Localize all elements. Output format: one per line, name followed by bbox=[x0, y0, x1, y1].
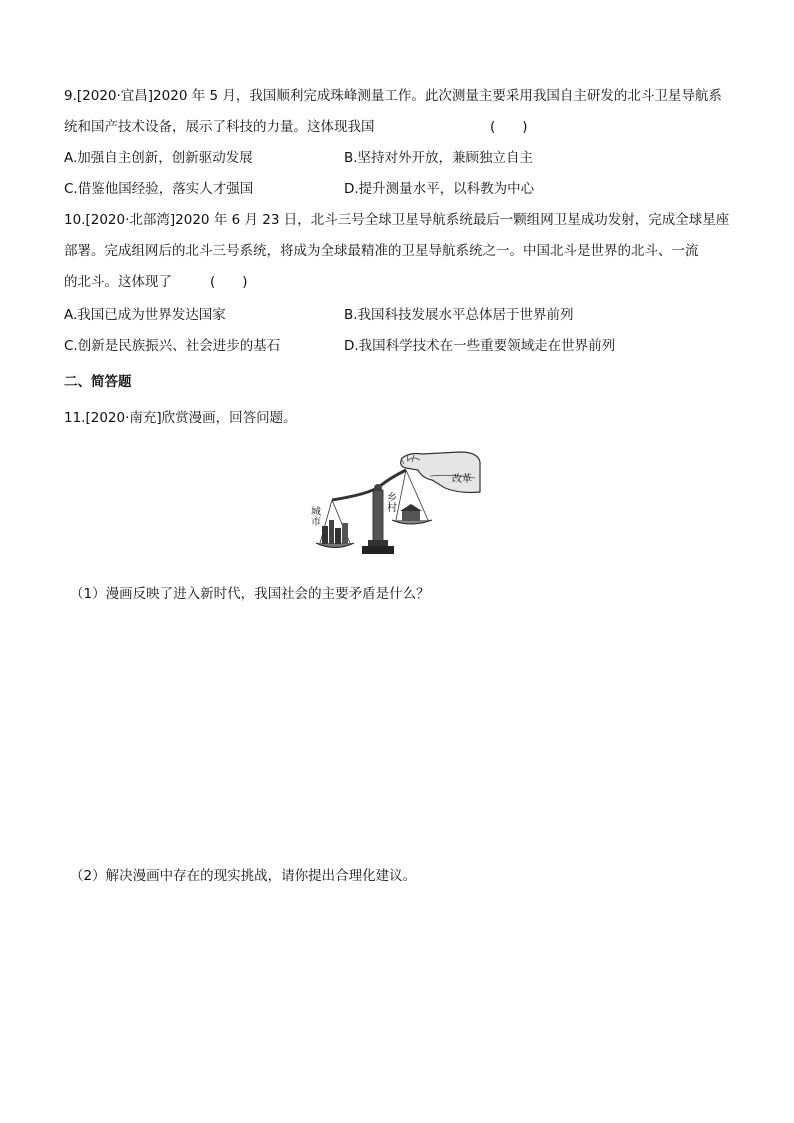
q10-answer-blank[interactable]: ( ) bbox=[210, 274, 248, 290]
label-rural: 乡村 bbox=[384, 492, 396, 512]
section-heading: 二、简答题 bbox=[64, 374, 132, 390]
q10-option-b[interactable]: B.我国科技发展水平总体居于世界前列 bbox=[344, 307, 574, 323]
city-buildings-icon bbox=[322, 520, 348, 544]
q10-stem-line-3: 的北斗。这体现了 bbox=[64, 274, 172, 290]
scale-base-lower bbox=[362, 546, 394, 554]
q9-option-b[interactable]: B.坚持对外开放，兼顾独立自主 bbox=[344, 150, 534, 166]
q10-option-c[interactable]: C.创新是民族振兴、社会进步的基石 bbox=[64, 338, 281, 354]
q10-option-d[interactable]: D.我国科学技术在一些重要领域走在世界前列 bbox=[344, 338, 616, 354]
q11-stem: 11.[2020·南充]欣赏漫画，回答问题。 bbox=[64, 410, 297, 426]
balance-scale-cartoon bbox=[310, 448, 490, 568]
label-reform: 改革 bbox=[452, 474, 472, 485]
scale-pillar bbox=[373, 490, 383, 542]
label-city: 城市 bbox=[308, 506, 320, 526]
village-house-icon bbox=[400, 504, 422, 521]
q10-stem-line-2: 部署。完成组网后的北斗三号系统，将成为全球最精准的卫星导航系统之一。中国北斗是世界的北斗、一流 bbox=[64, 243, 699, 259]
hand-icon bbox=[401, 452, 480, 493]
cartoon-illustration bbox=[310, 448, 490, 568]
q9-option-c[interactable]: C.借鉴他国经验，落实人才强国 bbox=[64, 181, 254, 197]
q9-option-a[interactable]: A.加强自主创新，创新驱动发展 bbox=[64, 150, 253, 166]
q10-option-a[interactable]: A.我国已成为世界发达国家 bbox=[64, 307, 226, 323]
q11-subquestion-1: （1）漫画反映了进入新时代，我国社会的主要矛盾是什么？ bbox=[70, 586, 430, 602]
q10-stem-line-1: 10.[2020·北部湾]2020 年 6 月 23 日，北斗三号全球卫星导航系统最后一颗组网卫星成功发射，完成全球星座 bbox=[64, 212, 730, 228]
q11-subquestion-2: （2）解决漫画中存在的现实挑战，请你提出合理化建议。 bbox=[70, 868, 417, 884]
q9-answer-blank[interactable]: ( ) bbox=[490, 119, 528, 135]
q9-stem-line-2: 统和国产技术设备，展示了科技的力量。这体现我国 bbox=[64, 119, 375, 135]
q9-stem-line-1: 9.[2020·宜昌]2020 年 5 月，我国顺利完成珠峰测量工作。此次测量主要采用我国自主研发的北斗卫星导航系 bbox=[64, 88, 722, 104]
q9-option-d[interactable]: D.提升测量水平，以科教为中心 bbox=[344, 181, 535, 197]
scale-base-upper bbox=[368, 540, 388, 546]
